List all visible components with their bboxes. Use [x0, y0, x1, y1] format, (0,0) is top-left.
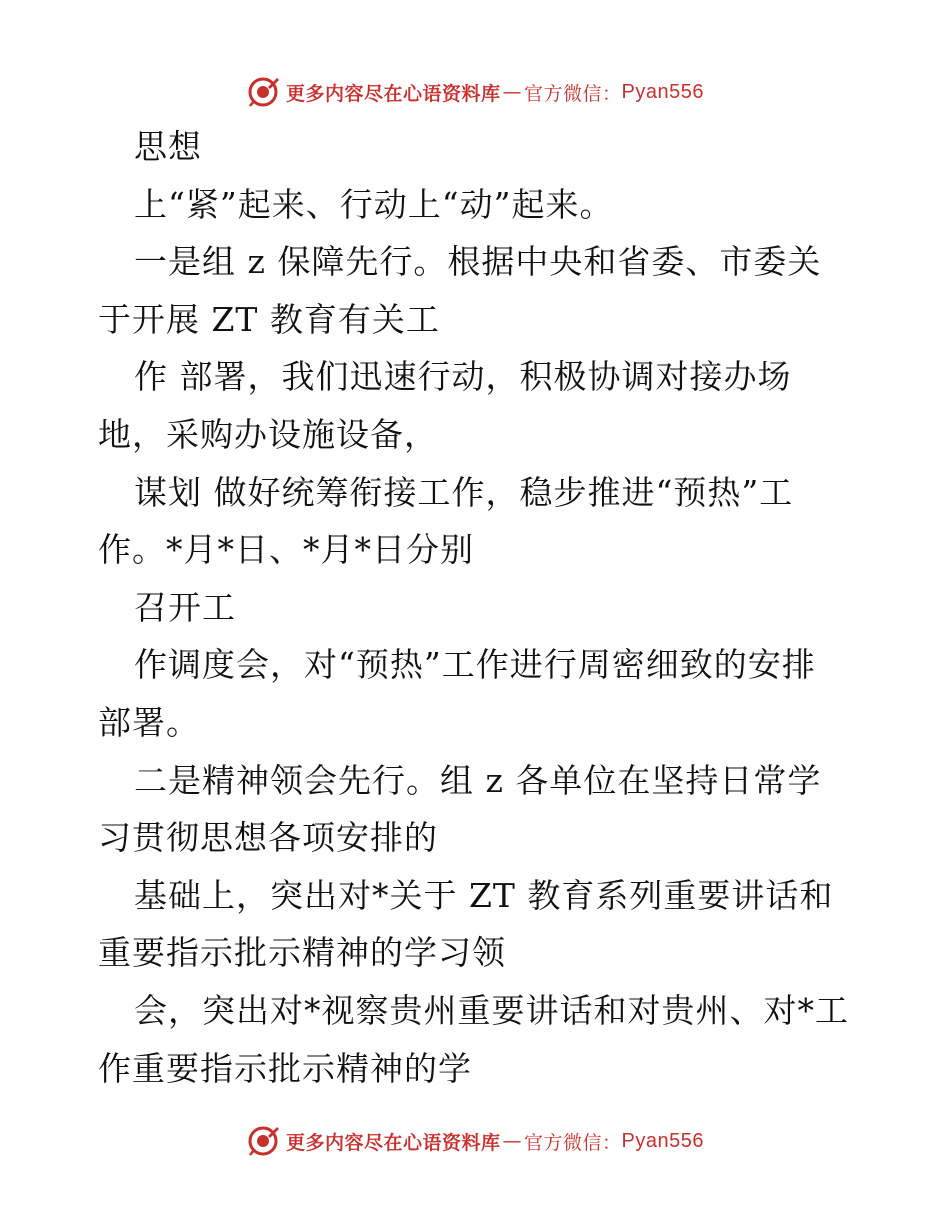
text-line: 地，采购办设施设备， — [98, 414, 438, 454]
banner-wechat-id: Pyan556 — [621, 80, 704, 103]
footer-banner — [0, 1121, 950, 1161]
banner-title: 更多内容尽在心语资料库 — [286, 1131, 501, 1154]
text-line: 重要指示批示精神的学习领 — [98, 933, 506, 973]
text-line: 思想 — [134, 127, 202, 166]
quill-logo-icon — [246, 75, 280, 109]
document-body — [98, 118, 858, 1097]
text-line: 上“紧”起来、行动上“动”起来。 — [134, 184, 614, 224]
text-line: 于开展 ZT 教育有关工 — [98, 299, 440, 339]
text-line: 基础上，突出对*关于 ZT 教育系列重要讲话和 — [134, 875, 834, 915]
text-line: 谋划 做好统筹衔接工作，稳步推进“预热”工 — [134, 472, 794, 512]
banner-contact-label: 官方微信： — [524, 82, 622, 105]
text-line: 部署。 — [98, 702, 200, 742]
banner-dash: — — [502, 81, 523, 103]
text-line: 二是精神领会先行。组 z 各单位在坚持日常学 — [134, 760, 822, 800]
quill-logo-icon — [246, 1124, 280, 1158]
text-line: 作调度会，对“预热”工作进行周密细致的安排 — [134, 645, 816, 685]
text-line: 作。*月*日、*月*日分别 — [98, 530, 474, 570]
text-line: 作 部署，我们迅速行动，积极协调对接办场 — [134, 357, 792, 397]
text-line: 一是组 z 保障先行。根据中央和省委、市委关 — [134, 242, 822, 282]
banner-title: 更多内容尽在心语资料库 — [286, 82, 501, 105]
text-line: 会，突出对*视察贵州重要讲话和对贵州、对*工 — [134, 990, 849, 1030]
text-line: 习贯彻思想各项安排的 — [98, 818, 438, 858]
banner-dash: — — [502, 1130, 523, 1152]
text-line: 作重要指示批示精神的学 — [98, 1048, 472, 1088]
banner-wechat-id: Pyan556 — [621, 1129, 704, 1152]
banner-contact-label: 官方微信： — [524, 1131, 622, 1154]
text-line: 召开工 — [134, 587, 236, 627]
header-banner — [0, 72, 950, 112]
